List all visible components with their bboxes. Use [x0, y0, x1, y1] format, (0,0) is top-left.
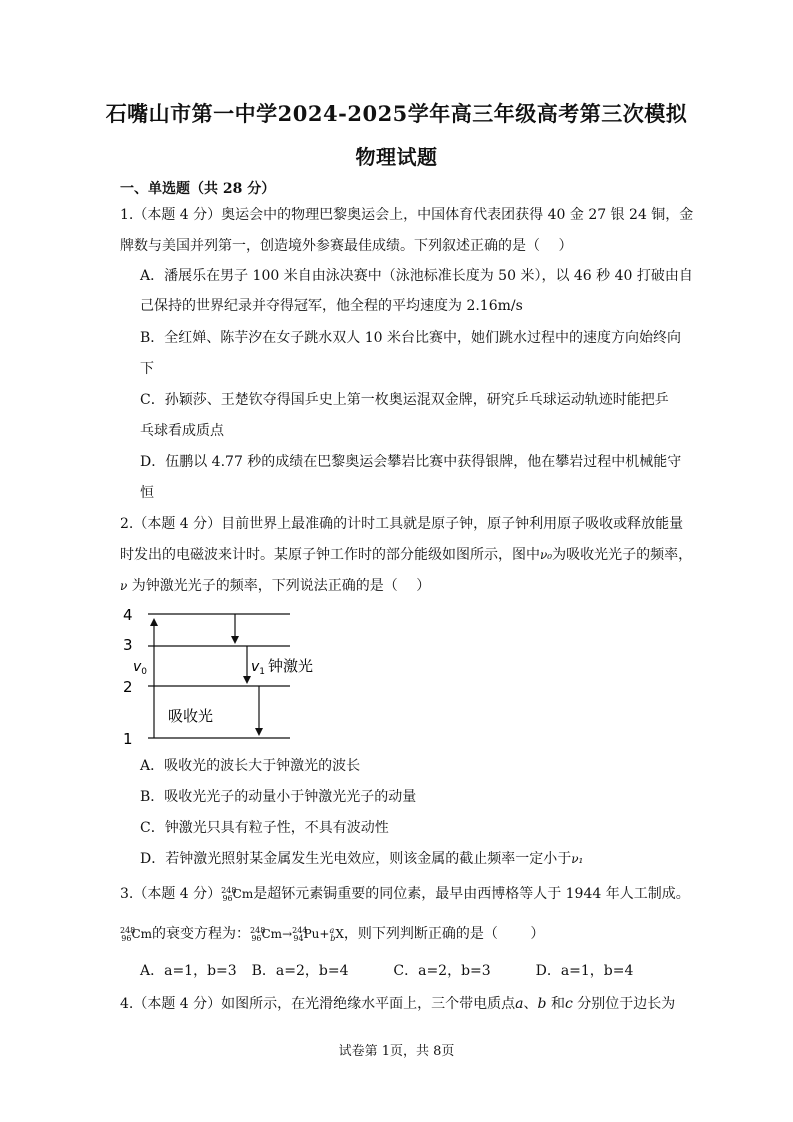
- q3-line1-rest: 是超钚元素锔重要的同位素，最早由西博格等人于 1944 年人工制成。: [253, 886, 690, 902]
- q2-option-d-text: D．若钟激光照射某金属发生光电效应，则该金属的截止频率一定小于: [140, 851, 572, 867]
- q2-stem-line2-b: 为吸收光光子的频率，: [552, 547, 693, 563]
- q2-stem-line1: 2.（本题 4 分）目前世界上最准确的计时工具就是原子钟，原子钟利用原子吸收或释放能量: [120, 516, 684, 532]
- nu-symbol: ν: [120, 579, 128, 593]
- q4-text-a: 4.（本题 4 分）如图所示，在光滑绝缘水平面上，三个带电质点: [120, 996, 516, 1012]
- q1-stem-line1: 1.（本题 4 分）奥运会中的物理巴黎奥运会上，中国体育代表团获得 40 金 27 银 24 铜，金: [120, 207, 694, 223]
- level-4-label: 4: [123, 606, 133, 624]
- q2-stem-line2-a: 时发出的电磁波来计时。某原子钟工作时的部分能级如图所示，图中: [120, 547, 540, 563]
- exam-subject: 物理试题: [355, 145, 438, 169]
- q4-and: 和: [546, 996, 565, 1012]
- q1-option-d-cont: 恒: [140, 485, 154, 501]
- clock-laser-label: 钟激光: [268, 657, 314, 675]
- level-2-label: 2: [123, 678, 133, 696]
- q3-option-a: A．a=1，b=3: [140, 963, 237, 979]
- cm248-nuclide-2: $^{248}_{96}$Cm: [120, 926, 153, 944]
- q2-option-d: [140, 849, 583, 869]
- nu1-label: $v_1$: [251, 659, 266, 677]
- nu0-label: $v_0$: [133, 659, 148, 677]
- page-footer: 试卷第 1页，共 8页: [338, 1044, 455, 1059]
- cm248-nuclide: $^{248}_{96}$Cm: [221, 886, 254, 904]
- q1-stem-line2: 牌数与美国并列第一，创造境外参赛最佳成绩。下列叙述正确的是（ ）: [120, 238, 573, 254]
- q3-option-b: B．a=2，b=4: [251, 963, 349, 979]
- energy-level-diagram: [118, 604, 328, 749]
- q1-option-c: C．孙颖莎、王楚钦夺得国乒史上第一枚奥运混双金牌，研究乒乓球运动轨迹时能把乒: [140, 392, 669, 408]
- nu1-symbol: ν₁: [571, 852, 584, 866]
- q2-option-b: B．吸收光光子的动量小于钟激光光子的动量: [140, 789, 417, 805]
- q3-stem-line1: [120, 881, 690, 909]
- q1-option-a-cont: 己保持的世界纪录并夺得冠军，他全程的平均速度为 2.16m/s: [140, 298, 523, 314]
- q3-line2-mid: 的衰变方程为：: [152, 926, 251, 942]
- q3-option-c: C．a=2，b=3: [393, 963, 491, 979]
- q1-option-d: D．伍鹏以 4.77 秒的成绩在巴黎奥运会攀岩比赛中获得银牌，他在攀岩过程中机械能守: [140, 454, 682, 470]
- section-heading: 一、单选题（共 28 分）: [120, 181, 276, 197]
- level-1-label: 1: [123, 730, 133, 748]
- q3-option-d: D．a=1，b=4: [535, 963, 634, 979]
- q1-option-b: B．全红婵、陈芋汐在女子跳水双人 10 米台比赛中，她们跳水过程中的速度方向始终向: [140, 330, 682, 346]
- q3-stem-line2: [120, 921, 544, 949]
- q4-point-a: a: [515, 996, 524, 1012]
- q2-stem-line3: [120, 576, 430, 596]
- absorb-label: 吸收光: [168, 707, 214, 725]
- q2-stem-line2: [120, 545, 692, 565]
- q2-stem-line3-text: 为钟激光光子的频率，下列说法正确的是（ ）: [127, 578, 431, 594]
- level-3-label: 3: [123, 636, 133, 654]
- q3-prefix: 3.（本题 4 分）: [120, 886, 222, 902]
- q3-line2-rest: ，则下列判断正确的是（ ）: [343, 926, 545, 942]
- q1-option-a: A．潘展乐在男子 100 米自由泳决赛中（泳池标准长度为 50 米），以 46 秒 40 打破由自: [140, 268, 693, 284]
- q4-point-b: b: [537, 996, 547, 1012]
- q2-option-a: A．吸收光的波长大于钟激光的波长: [140, 758, 361, 774]
- q2-option-c: C．钟激光只具有粒子性，不具有波动性: [140, 820, 389, 836]
- nu0-symbol: ν₀: [540, 548, 553, 562]
- decay-equation: $^{248}_{96}$Cm→$^{244}_{94}$Pu+$^a_b$X: [250, 926, 344, 944]
- q4-comma: 、: [523, 996, 538, 1012]
- exam-title: 石嘴山市第一中学2024-2025学年高三年级高考第三次模拟: [105, 101, 688, 126]
- q4-stem-line1: [120, 994, 675, 1014]
- q4-text-b: 分别位于边长为: [572, 996, 676, 1012]
- q3-options: [140, 961, 633, 981]
- q4-point-c: c: [564, 996, 573, 1012]
- q1-option-c-cont: 乓球看成质点: [140, 423, 224, 439]
- q1-option-b-cont: 下: [140, 361, 154, 377]
